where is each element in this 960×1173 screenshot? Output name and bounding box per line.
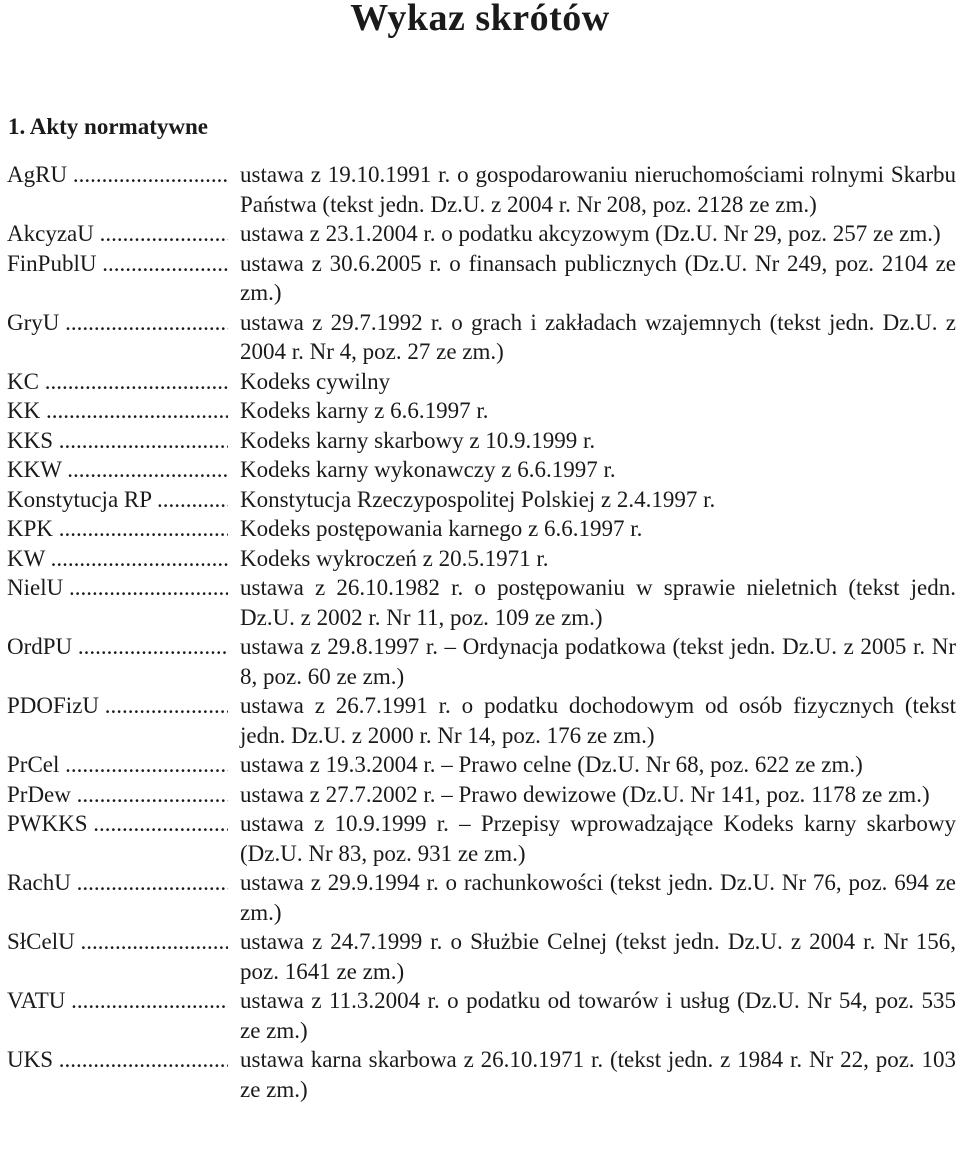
abbreviation-term: VATU .....	[7, 986, 228, 1045]
section-heading: 1. Akty normatywne	[8, 114, 208, 139]
list-item	[0, 927, 960, 986]
list-item	[0, 868, 960, 927]
list-item	[0, 485, 960, 515]
list-item	[0, 1045, 960, 1104]
abbreviation-term: KKW .....	[7, 455, 228, 485]
abbreviation-definition: ustawa z 30.6.2005 r. o finansach publicznych (Dz.U. Nr 249, poz. 2104 ze zm.)	[240, 250, 956, 305]
abbreviation-definition: ustawa z 23.1.2004 r. o podatku akcyzowym (Dz.U. Nr 29, poz. 257 ze zm.)	[240, 221, 941, 246]
abbreviation-definition: Kodeks karny wykonawczy z 6.6.1997 r.	[240, 457, 616, 482]
abbreviation-term: PDOFizU .....	[7, 691, 228, 750]
list-item	[0, 160, 960, 219]
list-item	[0, 514, 960, 544]
list-item	[0, 780, 960, 810]
abbreviation-term: Konstytucja RP .....	[7, 485, 228, 515]
page-title: Wykaz skrótów	[350, 0, 610, 39]
abbreviation-term: OrdPU .....	[7, 632, 228, 691]
abbreviation-term: KK .....	[7, 396, 228, 426]
list-item	[0, 249, 960, 308]
abbreviation-term: KW .....	[7, 544, 228, 574]
abbreviation-term: UKS .....	[7, 1045, 228, 1104]
abbreviation-definition: ustawa z 26.10.1982 r. o postępowaniu w sprawie nieletnich (tekst jedn. Dz.U. z 2002 r. Nr 11, poz. 109 ze zm.)	[240, 575, 956, 630]
abbreviation-term: GryU .....	[7, 308, 228, 367]
list-item	[0, 809, 960, 868]
abbreviation-definition: Kodeks karny z 6.6.1997 r.	[240, 398, 489, 423]
list-item	[0, 573, 960, 632]
abbreviation-term: AgRU .....	[7, 160, 228, 219]
abbreviation-definition: ustawa z 29.9.1994 r. o rachunkowości (tekst jedn. Dz.U. Nr 76, poz. 694 ze zm.)	[240, 870, 956, 925]
list-item	[0, 367, 960, 397]
abbreviation-term: PrDew .....	[7, 780, 228, 810]
abbreviation-definition: Kodeks postępowania karnego z 6.6.1997 r.	[240, 516, 643, 541]
abbreviation-term: FinPublU .....	[7, 249, 228, 308]
abbreviation-definition: ustawa karna skarbowa z 26.10.1971 r. (tekst jedn. z 1984 r. Nr 22, poz. 103 ze zm.)	[240, 1047, 956, 1102]
abbreviation-term: SłCelU .....	[7, 927, 228, 986]
list-item	[0, 396, 960, 426]
list-item	[0, 426, 960, 456]
abbreviation-term: KPK .....	[7, 514, 228, 544]
abbreviation-definition: ustawa z 29.7.1992 r. o grach i zakładach wzajemnych (tekst jedn. Dz.U. z 2004 r. Nr 4, poz. 27 ze zm.)	[240, 309, 956, 364]
abbreviation-term: KKS .....	[7, 426, 228, 456]
abbreviation-definition: Kodeks karny skarbowy z 10.9.1999 r.	[240, 427, 596, 453]
abbreviation-definition: Kodeks cywilny	[240, 368, 391, 394]
abbreviation-term: PWKKS .....	[7, 809, 228, 868]
abbreviation-term: PrCel .....	[7, 750, 228, 780]
abbreviation-definition: ustawa z 26.7.1991 r. o podatku dochodowym od osób fizycznych (tekst jedn. Dz.U. z 2000 r. Nr 14, poz. 176 ze zm.)	[240, 693, 956, 748]
list-item	[0, 455, 960, 485]
abbreviation-definition: ustawa z 19.10.1991 r. o gospodarowaniu nieruchomościami rolnymi Skarbu Państwa (tekst jedn. Dz.U. z 2004 r. Nr 208, poz. 2128 ze zm.)	[240, 162, 956, 217]
abbreviation-definition: ustawa z 27.7.2002 r. – Prawo dewizowe (Dz.U. Nr 141, poz. 1178 ze zm.)	[240, 781, 930, 807]
abbreviation-definition: ustawa z 24.7.1999 r. o Służbie Celnej (tekst jedn. Dz.U. z 2004 r. Nr 156, poz. 1641 ze zm.)	[240, 929, 956, 984]
abbreviation-definition: ustawa z 19.3.2004 r. – Prawo celne (Dz.U. Nr 68, poz. 622 ze zm.)	[240, 752, 863, 777]
list-item	[0, 691, 960, 750]
list-item	[0, 986, 960, 1045]
abbreviation-definition: ustawa z 10.9.1999 r. – Przepisy wprowadzające Kodeks karny skarbowy (Dz.U. Nr 83, poz. 931 ze zm.)	[240, 811, 956, 866]
list-item	[0, 219, 960, 249]
abbreviation-definition: ustawa z 29.8.1997 r. – Ordynacja podatkowa (tekst jedn. Dz.U. z 2005 r. Nr 8, poz. 60 ze zm.)	[240, 634, 956, 689]
abbreviation-term: RachU .....	[7, 868, 228, 927]
abbreviation-term: KC .....	[7, 367, 228, 397]
abbreviation-term: AkcyzaU .....	[7, 219, 228, 249]
abbreviation-term: NielU .....	[7, 573, 228, 632]
abbreviation-definition: Konstytucja Rzeczypospolitej Polskiej z 2.4.1997 r.	[240, 486, 716, 512]
list-item	[0, 308, 960, 367]
list-item	[0, 544, 960, 574]
list-item	[0, 632, 960, 691]
abbreviation-definition: Kodeks wykroczeń z 20.5.1971 r.	[240, 545, 549, 571]
list-item	[0, 750, 960, 780]
abbreviation-list	[0, 160, 960, 1104]
abbreviation-definition: ustawa z 11.3.2004 r. o podatku od towarów i usług (Dz.U. Nr 54, poz. 535 ze zm.)	[240, 988, 956, 1043]
